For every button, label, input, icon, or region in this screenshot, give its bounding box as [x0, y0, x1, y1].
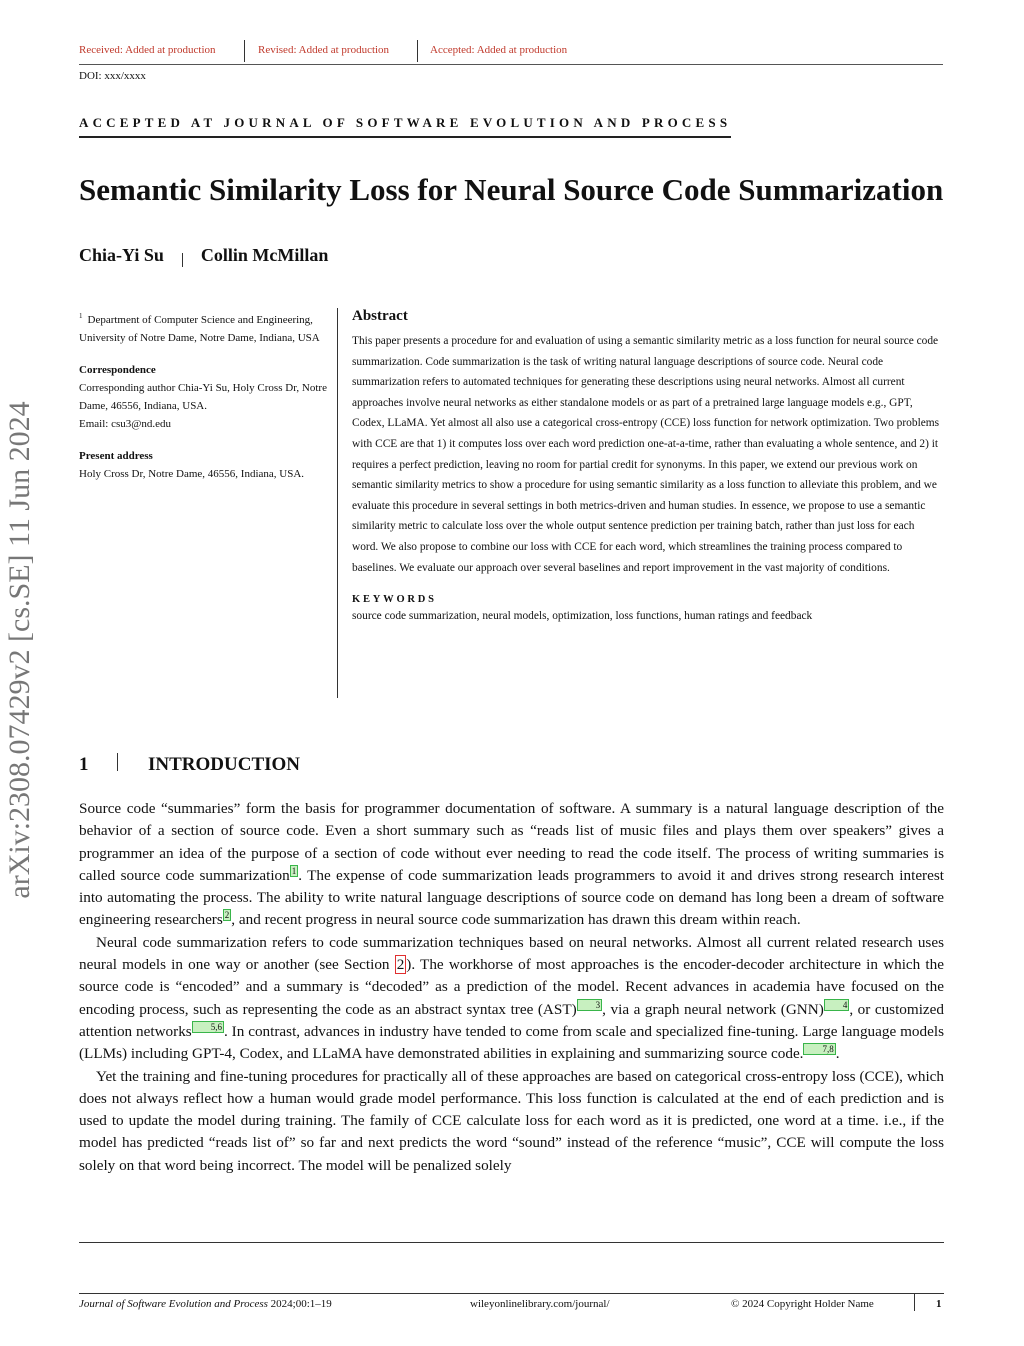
- section-divider: [117, 753, 118, 771]
- dates-divider: [244, 40, 245, 62]
- abstract-section: [352, 308, 942, 625]
- footer-copyright: © 2024 Copyright Holder Name: [731, 1298, 874, 1310]
- page-footer: [79, 1293, 944, 1316]
- dates-divider: [417, 40, 418, 62]
- accepted-date: Accepted: Added at production: [430, 44, 568, 56]
- author-list: [79, 245, 328, 267]
- abstract-heading: Abstract: [352, 308, 408, 324]
- introduction-body: [79, 798, 944, 1177]
- section-number: 1: [79, 754, 89, 775]
- doi: DOI: xxx/xxxx: [79, 70, 146, 82]
- author-name: Chia-Yi Su: [79, 245, 164, 265]
- footer-url[interactable]: wileyonlinelibrary.com/journal/: [470, 1298, 610, 1310]
- journal-banner: ACCEPTED AT JOURNAL OF SOFTWARE EVOLUTION AND PROCESS: [79, 115, 731, 138]
- section-link[interactable]: 2: [396, 956, 405, 974]
- citation-link[interactable]: 5,6: [192, 1021, 224, 1033]
- affiliation: $^1$ Department of Computer Science and Engineering, University of Notre Dame, Notre Dame, Indiana, USA: [79, 312, 320, 344]
- paragraph: Yet the training and fine-tuning procedures for practically all of these approaches are based on categorical cross-entropy loss (CCE), which does not always reflect how a human would grade model performance. This loss function is calculated at the end of each prediction and is used to update the model during training. The family of CCE calculate loss for each word as it is predicted, one word at a time. i.e., if the model has predicted “reads list of” so far and next predicts the word “sound” instead of the reference “music”, CCE will compute the loss solely on that word being incorrect. The model will be penalized solely: [79, 1067, 944, 1174]
- footer-journal: Journal of Software Evolution and Process 2024;00:1–19: [79, 1298, 332, 1310]
- citation-link[interactable]: 3: [577, 999, 603, 1011]
- section-title: INTRODUCTION: [148, 754, 301, 775]
- citation-link[interactable]: 1: [291, 865, 297, 876]
- present-address-heading: Present address: [79, 449, 153, 462]
- revised-date: Revised: Added at production: [258, 44, 390, 56]
- footer-divider: [914, 1293, 915, 1311]
- correspondence-text: Corresponding author Chia-Yi Su, Holy Cross Dr, Notre Dame, 46556, Indiana, USA.: [79, 381, 327, 412]
- citation-link[interactable]: 4: [824, 999, 850, 1011]
- paper-title: Semantic Similarity Loss for Neural Source Code Summarization: [79, 172, 944, 207]
- page-number: 1: [936, 1298, 942, 1310]
- paragraph: Neural code summarization refers to code summarization techniques based on neural networks. Almost all current related research uses neural models in one way or another (see Section 2 ). The workhorse of most approaches is the encoder-decoder architecture in which the source code is “encoded” and a summary is “decoded” as a prediction of the model. Recent advances in academia have focused on the encoding process, such as representing the code as an abstract syntax tree (AST) 3 , via a graph neural network (GNN) 4 , or customized attention networks 5,6 . In contrast, advances in industry have tended to come from scale and specialized fine-tuning. Large language models (LLMs) including GPT-4, Codex, and LLaMA have demonstrated abilities in explaining and summarizing source code. 7,8 .: [79, 933, 945, 1063]
- publication-dates: [79, 44, 943, 65]
- footnote-rule: [79, 1242, 944, 1243]
- paragraph: Source code “summaries” form the basis for programmer documentation of software. A summary is a natural language description of the behavior of a section of source code. Even a short summary such as “reads list of music files and plays them over speakers” gives a programmer an idea of the purpose of a section of code without ever needing to read the code itself. The process of writing summaries is called source code summarization 1 . The expense of code summarization leads programmers to avoid it and drives strong research interest into automating the process. The ability to write natural language descriptions of source code on demand has long been a dream of software engineering researchers 2 , and recent progress in neural source code summarization has drawn this dream within reach.: [79, 800, 944, 929]
- abstract-text: This paper presents a procedure for and evaluation of using a semantic similarity metric as a loss function for neural source code summarization. Code summarization is the task of writing natural language descriptions of source code. Neural code summarization refers to automated techniques for generating these descriptions using neural networks. Almost all current approaches involve neural networks as either standalone models or as part of a pretrained large language models e.g., GPT, Codex, LLaMA. Yet almost all also use a categorical cross-entropy (CCE) loss function for network optimization. Two problems with CCE are that 1) it computes loss over each word prediction one-at-a-time, rather than evaluating a whole sentence, and 2) it requires a perfect prediction, leaving no room for partial credit for synonyms. In this paper, we extend our previous work on semantic similarity metrics to show a procedure for using semantic similarity as a loss function to alleviate this problem, and we evaluate this procedure in several settings in both metrics-driven and human studies. In essence, we propose to use a semantic similarity metric to calculate loss over the whole output sentence prediction per training batch, rather than just loss for each word. We also propose to combine our loss with CCE for each word, which streamlines the training process compared to baselines. We evaluate our approach over several baselines and report improvement in the vast majority of conditions.: [352, 335, 940, 574]
- arxiv-stamp: arXiv:2308.07429v2 [cs.SE] 11 Jun 2024: [3, 401, 36, 899]
- citation-link[interactable]: 7,8: [803, 1043, 835, 1055]
- citation-link[interactable]: 2: [224, 910, 230, 921]
- author-name: Collin McMillan: [200, 245, 329, 265]
- correspondence-heading: Correspondence: [79, 363, 156, 376]
- affiliation-column: [79, 307, 329, 483]
- correspondence-email: Email: csu3@nd.edu: [79, 417, 172, 430]
- keywords-text: source code summarization, neural models, optimization, loss functions, human ratings and feedback: [352, 610, 813, 623]
- keywords-heading: KEYWORDS: [352, 594, 437, 606]
- present-address-text: Holy Cross Dr, Notre Dame, 46556, Indiana, USA.: [79, 467, 305, 480]
- author-divider: [182, 253, 183, 267]
- column-divider: [337, 308, 338, 698]
- received-date: Received: Added at production: [79, 44, 216, 56]
